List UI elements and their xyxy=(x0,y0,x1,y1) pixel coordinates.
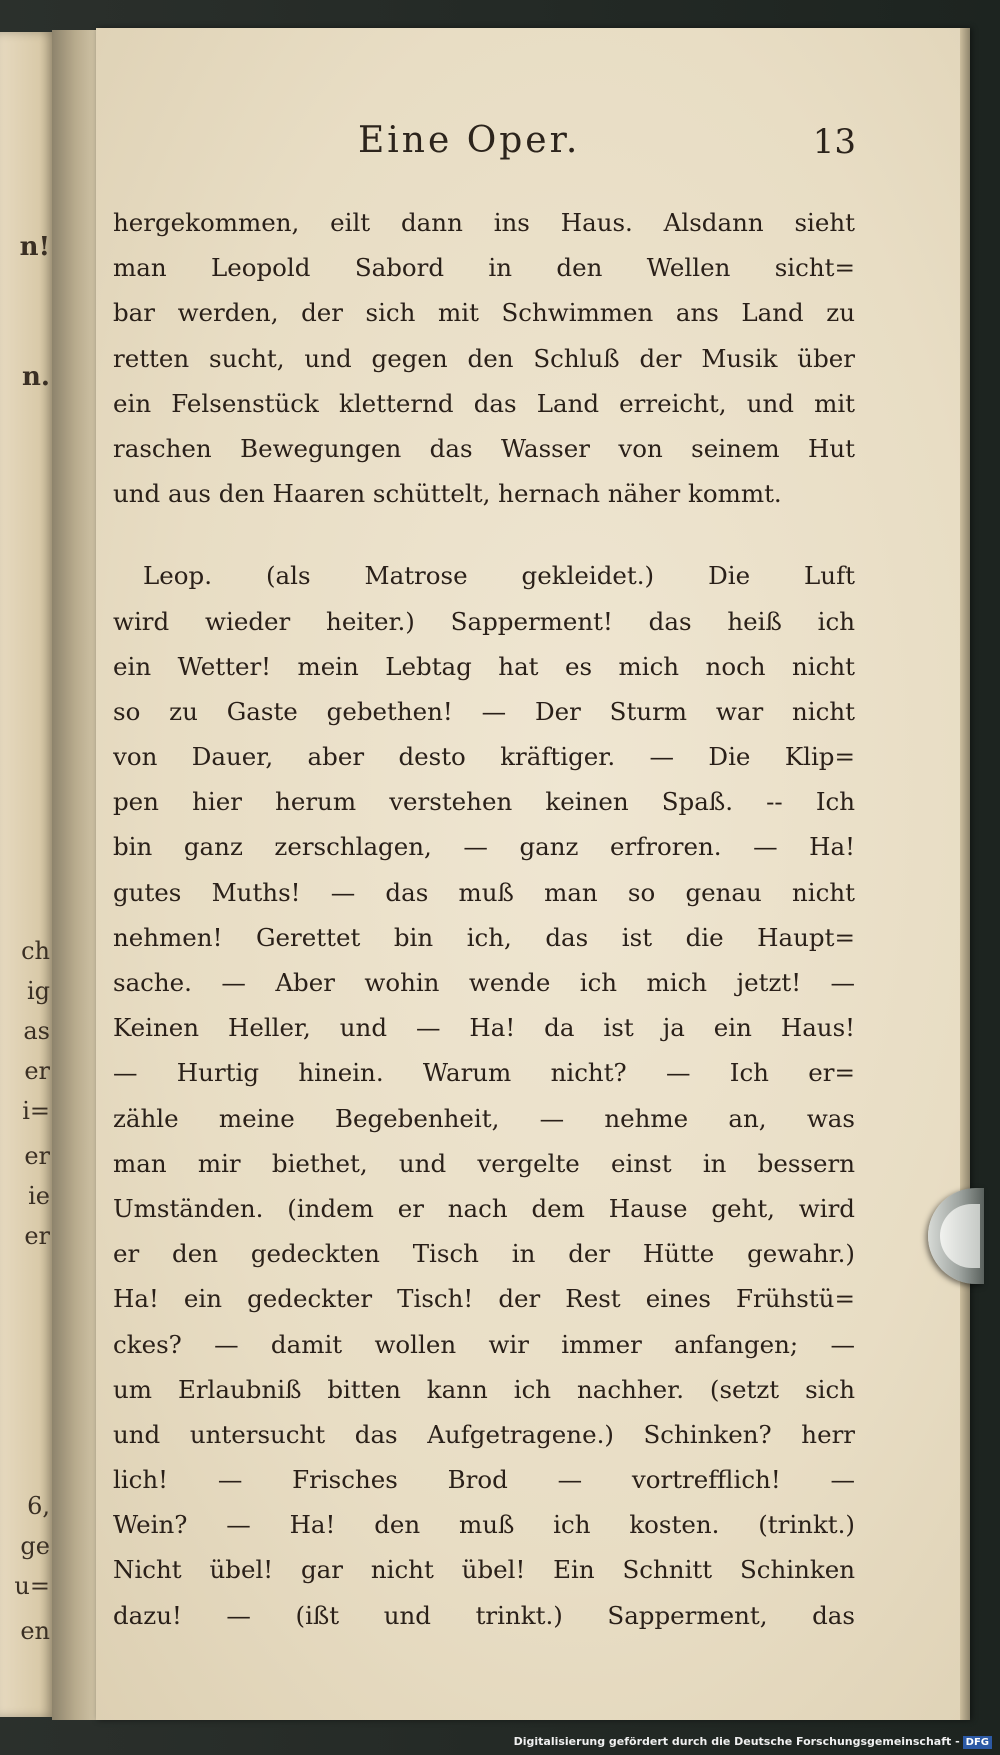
left-page-fragment: ch xyxy=(21,937,50,965)
text-line: von Dauer, aber desto kräftiger. — Die Klip= xyxy=(113,742,855,772)
left-page-fragment: 6, xyxy=(27,1492,50,1520)
dfg-logo: DFG xyxy=(963,1736,992,1749)
text-line: Ha! ein gedeckter Tisch! der Rest eines Frühstü= xyxy=(113,1284,855,1314)
credit-text: Digitalisierung gefördert durch die Deutsche Forschungsgemeinschaft - xyxy=(513,1735,960,1748)
text-line: wird wieder heiter.) Sapperment! das heiß ich xyxy=(113,606,855,636)
left-page-fragment: n! xyxy=(19,232,50,262)
text-line: pen hier herum verstehen keinen Spaß. -- Ich xyxy=(113,787,855,817)
text-line: gutes Muths! — das muß man so genau nicht xyxy=(113,877,855,907)
text-line: um Erlaubniß bitten kann ich nachher. (setzt sich xyxy=(113,1374,855,1404)
text-line: so zu Gaste gebethen! — Der Sturm war nicht xyxy=(113,696,855,726)
left-page-fragment: ig xyxy=(26,977,50,1005)
left-page-fragment: ge xyxy=(20,1532,50,1560)
text-line: ein Felsenstück kletternd das Land erreicht, und mit xyxy=(113,388,855,418)
text-line: bin ganz zerschlagen, — ganz erfroren. — Ha! xyxy=(113,832,855,862)
text-line: nehmen! Gerettet bin ich, das ist die Haupt= xyxy=(113,922,855,952)
left-page-fragment: n. xyxy=(22,362,50,392)
left-page-fragment: u= xyxy=(14,1572,50,1600)
paragraph-gap xyxy=(113,516,855,553)
text-line: sache. — Aber wohin wende ich mich jetzt! — xyxy=(113,968,855,997)
left-page-fragment: en xyxy=(20,1617,50,1645)
digitization-credit xyxy=(514,1735,992,1749)
body-text xyxy=(113,200,855,1638)
text-line: Keinen Heller, und — Ha! da ist ja ein Haus! xyxy=(113,1013,855,1043)
text-line: man Leopold Sabord in den Wellen sicht= xyxy=(113,253,855,283)
text-line: Umständen. (indem er nach dem Hause geht, wird xyxy=(113,1193,855,1223)
text-line: bar werden, der sich mit Schwimmen ans Land zu xyxy=(113,298,855,328)
text-line: dazu! — (ißt und trinkt.) Sapperment, das xyxy=(113,1600,855,1630)
text-line: und aus den Haaren schüttelt, hernach näher kommt. xyxy=(113,479,782,509)
text-line: Nicht übel! gar nicht übel! Ein Schnitt Schinken xyxy=(113,1555,855,1585)
left-page-fragment: er xyxy=(24,1222,50,1250)
left-page-fragment: as xyxy=(23,1017,50,1045)
left-page-fragment: ie xyxy=(28,1182,50,1210)
left-page-edge xyxy=(0,32,56,1717)
left-page-fragment: i= xyxy=(22,1097,50,1125)
text-line: retten sucht, und gegen den Schluß der Musik über xyxy=(113,343,855,373)
text-line: raschen Bewegungen das Wasser von seinem Hut xyxy=(113,433,855,463)
left-page-fragment: er xyxy=(24,1057,50,1085)
text-line: ein Wetter! mein Lebtag hat es mich noch nicht xyxy=(113,651,855,681)
text-line: Wein? — Ha! den muß ich kosten. (trinkt.) xyxy=(113,1510,855,1540)
text-line: und untersucht das Aufgetragene.) Schinken? herr xyxy=(113,1419,855,1449)
page-edge-shadow xyxy=(960,28,970,1720)
page-header xyxy=(96,120,856,180)
left-page-fragment: er xyxy=(24,1142,50,1170)
text-line: zähle meine Begebenheit, — nehme an, was xyxy=(113,1103,855,1133)
text-line: lich! — Frisches Brod — vortrefflich! — xyxy=(113,1465,855,1495)
text-line: hergekommen, eilt dann ins Haus. Alsdann sieht xyxy=(113,208,855,237)
text-line: Leop. (als Matrose gekleidet.) Die Luft xyxy=(143,561,855,591)
running-title: Eine Oper. xyxy=(358,120,581,161)
text-line: man mir biethet, und vergelte einst in bessern xyxy=(113,1148,855,1178)
text-line: ckes? — damit wollen wir immer anfangen; — xyxy=(113,1329,855,1359)
text-line: — Hurtig hinein. Warum nicht? — Ich er= xyxy=(113,1058,855,1088)
page-number: 13 xyxy=(812,122,856,162)
text-line: er den gedeckten Tisch in der Hütte gewahr.) xyxy=(113,1239,855,1269)
